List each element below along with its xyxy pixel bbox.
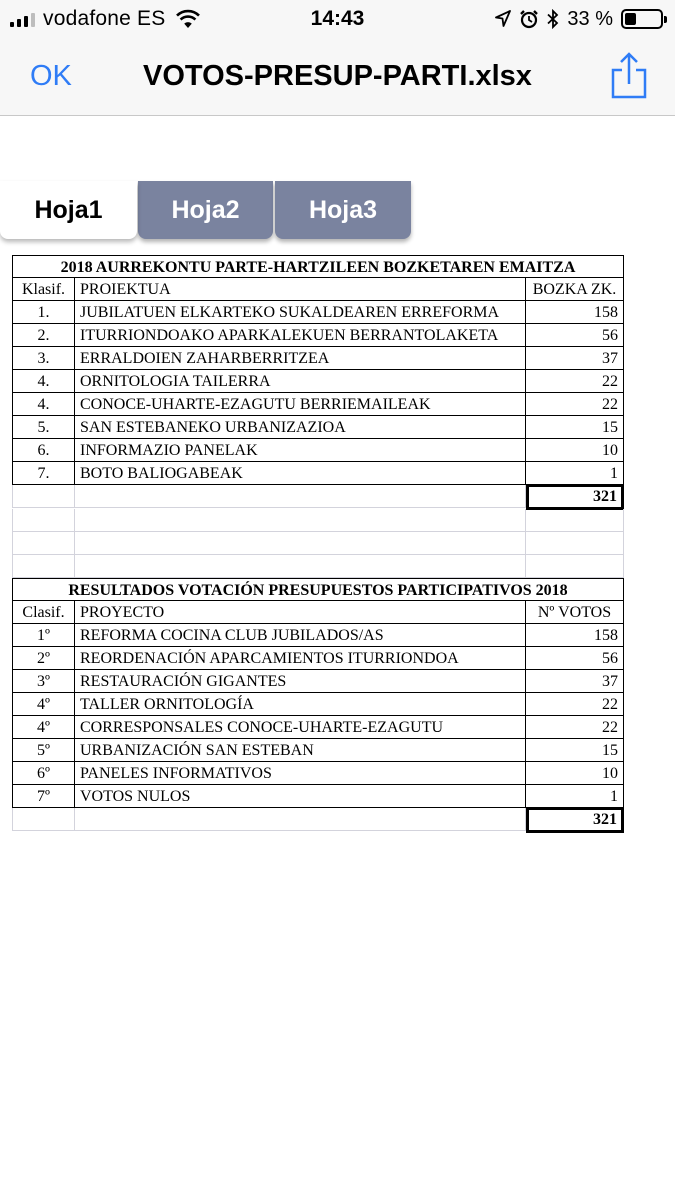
table-eu-title: 2018 AURREKONTU PARTE-HARTZILEEN BOZKETAREN EMAITZA [12,255,624,278]
rank-cell: 6º [12,762,75,785]
table-row [12,624,624,647]
project-cell: VOTOS NULOS [75,785,526,808]
rank-cell: 4º [12,716,75,739]
votes-cell: 22 [526,693,624,716]
ok-button[interactable]: OK [30,60,72,92]
project-cell: SAN ESTEBANEKO URBANIZAZIOA [75,416,526,439]
table-row [12,324,624,347]
rank-cell: 6. [12,439,75,462]
header-klasif: Klasif. [12,278,75,301]
table-eu-total-row [12,485,624,508]
header-proiektua: PROIEKTUA [75,278,526,301]
table-eu-header-row [12,278,624,301]
header-bozka: BOZKA ZK. [526,278,624,301]
votes-cell: 158 [526,301,624,324]
nav-bar [0,40,675,116]
votes-cell: 37 [526,347,624,370]
table-row [12,647,624,670]
table-es-header-row [12,601,624,624]
tab-hoja1[interactable]: Hoja1 [0,181,137,239]
spreadsheet [12,255,624,845]
tab-hoja2[interactable]: Hoja2 [138,181,273,239]
votes-cell: 10 [526,762,624,785]
sheet-tabs [0,181,420,241]
header-clasif: Clasif. [12,601,75,624]
votes-cell: 37 [526,670,624,693]
rank-cell: 1. [12,301,75,324]
table-row [12,370,624,393]
table-row [12,739,624,762]
votes-cell: 15 [526,739,624,762]
rank-cell: 2º [12,647,75,670]
table-es-title: RESULTADOS VOTACIÓN PRESUPUESTOS PARTICIPATIVOS 2018 [12,578,624,601]
project-cell: CORRESPONSALES CONOCE-UHARTE-EZAGUTU [75,716,526,739]
share-icon[interactable] [609,50,649,100]
empty-row [12,509,624,532]
table-eu-total: 321 [526,484,624,510]
alarm-icon [519,9,539,29]
project-cell: BOTO BALIOGABEAK [75,462,526,485]
project-cell: REORDENACIÓN APARCAMIENTOS ITURRIONDOA [75,647,526,670]
table-row [12,693,624,716]
rank-cell: 3. [12,347,75,370]
votes-cell: 22 [526,370,624,393]
empty-row [12,555,624,578]
project-cell: URBANIZACIÓN SAN ESTEBAN [75,739,526,762]
votes-cell: 158 [526,624,624,647]
votes-cell: 56 [526,647,624,670]
table-row [12,716,624,739]
rank-cell: 4º [12,693,75,716]
project-cell: JUBILATUEN ELKARTEKO SUKALDEAREN ERREFORMA [75,301,526,324]
votes-cell: 56 [526,324,624,347]
votes-cell: 15 [526,416,624,439]
project-cell: PANELES INFORMATIVOS [75,762,526,785]
rank-cell: 7. [12,462,75,485]
table-row [12,462,624,485]
status-right [495,7,663,31]
table-row [12,347,624,370]
votes-cell: 22 [526,716,624,739]
status-bar [0,0,675,40]
bluetooth-icon [547,9,559,29]
votes-cell: 1 [526,785,624,808]
votes-cell: 1 [526,462,624,485]
project-cell: REFORMA COCINA CLUB JUBILADOS/AS [75,624,526,647]
table-row [12,393,624,416]
rank-cell: 4. [12,393,75,416]
project-cell: ERRALDOIEN ZAHARBERRITZEA [75,347,526,370]
table-row [12,762,624,785]
header-votos: Nº VOTOS [526,601,624,624]
rank-cell: 4. [12,370,75,393]
table-eu-title-row [12,255,624,278]
battery-level [625,13,636,25]
table-es-total: 321 [526,807,624,833]
table-es-title-row [12,578,624,601]
table-es-total-row [12,808,624,831]
table-row [12,416,624,439]
project-cell: TALLER ORNITOLOGÍA [75,693,526,716]
table-row [12,785,624,808]
project-cell: INFORMAZIO PANELAK [75,439,526,462]
rank-cell: 2. [12,324,75,347]
table-row [12,670,624,693]
battery-percent: 33 % [567,7,613,30]
clock: 14:43 [310,7,365,30]
project-cell: RESTAURACIÓN GIGANTES [75,670,526,693]
votes-cell: 10 [526,439,624,462]
tab-hoja3[interactable]: Hoja3 [275,181,411,239]
carrier-name: vodafone ES [43,7,166,30]
project-cell: ITURRIONDOAKO APARKALEKUEN BERRANTOLAKETA [75,324,526,347]
file-title: VOTOS-PRESUP-PARTI.xlsx [143,60,532,92]
rank-cell: 5. [12,416,75,439]
battery-icon [621,9,663,29]
rank-cell: 3º [12,670,75,693]
rank-cell: 7º [12,785,75,808]
rank-cell: 1º [12,624,75,647]
project-cell: ORNITOLOGIA TAILERRA [75,370,526,393]
table-row [12,301,624,324]
header-proyecto: PROYECTO [75,601,526,624]
empty-row [12,532,624,555]
rank-cell: 5º [12,739,75,762]
table-row [12,439,624,462]
project-cell: CONOCE-UHARTE-EZAGUTU BERRIEMAILEAK [75,393,526,416]
location-arrow-icon [495,10,511,28]
votes-cell: 22 [526,393,624,416]
